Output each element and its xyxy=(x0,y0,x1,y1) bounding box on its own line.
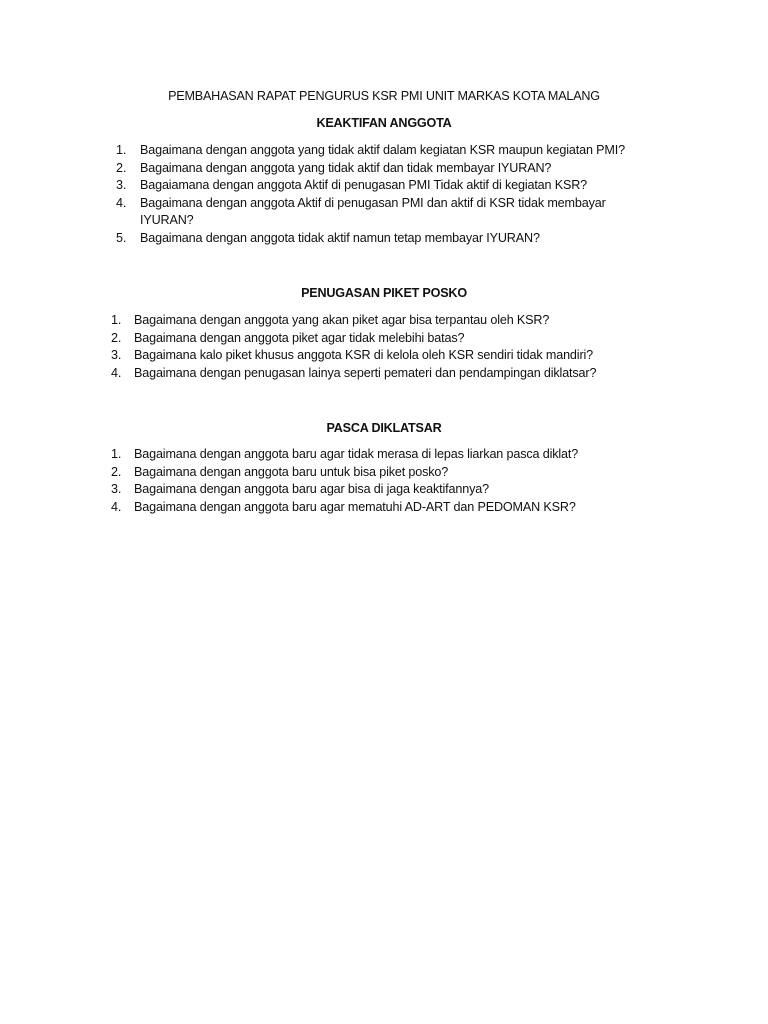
question-list-keaktifan-anggota xyxy=(116,142,656,248)
item-text: Bagaimana dengan anggota yang tidak aktif dan tidak membayar IYURAN? xyxy=(140,160,552,175)
item-number: 4. xyxy=(111,365,122,380)
item-number: 4. xyxy=(111,499,122,514)
item-number: 3. xyxy=(111,348,122,363)
list-item xyxy=(116,177,656,195)
list-item xyxy=(111,481,691,499)
section-heading-keaktifan-anggota: KEAKTIFAN ANGGOTA xyxy=(316,116,452,130)
item-number: 2. xyxy=(116,160,127,175)
item-number: 2. xyxy=(111,330,122,345)
list-item xyxy=(116,142,656,160)
item-number: 3. xyxy=(116,178,127,193)
list-item xyxy=(111,464,691,482)
item-number: 1. xyxy=(111,447,122,461)
section-heading-pasca-diklatsar: PASCA DIKLATSAR xyxy=(326,421,442,435)
list-item xyxy=(116,195,656,230)
list-item xyxy=(111,365,691,383)
item-text: Bagaimana dengan anggota Aktif di penugasan PMI dan aktif di KSR tidak membayar IYURAN? xyxy=(140,195,606,228)
item-text: Bagaimana dengan anggota baru untuk bisa piket posko? xyxy=(134,464,449,479)
list-item xyxy=(111,312,691,330)
list-item xyxy=(111,499,691,517)
list-item xyxy=(111,347,691,365)
item-text: Bagaimana dengan anggota tidak aktif namun tetap membayar IYURAN? xyxy=(140,230,540,245)
item-text: Bagaimana dengan anggota baru agar tidak merasa di lepas liarkan pasca diklat? xyxy=(134,447,579,461)
question-list-penugasan-piket-posko xyxy=(111,312,691,382)
item-number: 5. xyxy=(116,230,127,245)
list-item xyxy=(116,230,656,248)
item-text: Bagaimana dengan anggota piket agar tidak melebihi batas? xyxy=(134,330,465,345)
list-item xyxy=(116,160,656,178)
item-text: Bagaimana dengan anggota yang akan piket agar bisa terpantau oleh KSR? xyxy=(134,313,550,327)
item-number: 4. xyxy=(116,195,127,210)
question-list-pasca-diklatsar xyxy=(111,446,691,516)
item-text: Bagaimana kalo piket khusus anggota KSR di kelola oleh KSR sendiri tidak mandiri? xyxy=(134,348,593,363)
item-text: Bagaimana dengan anggota baru agar bisa di jaga keaktifannya? xyxy=(134,482,489,497)
page-title: PEMBAHASAN RAPAT PENGURUS KSR PMI UNIT MARKAS KOTA MALANG xyxy=(168,89,600,103)
item-text: Bagaiamana dengan anggota Aktif di penugasan PMI Tidak aktif di kegiatan KSR? xyxy=(140,178,588,193)
item-number: 3. xyxy=(111,482,122,497)
item-text: Bagaimana dengan penugasan lainya seperti pemateri dan pendampingan diklatsar? xyxy=(134,365,597,380)
list-item xyxy=(111,330,691,348)
item-number: 1. xyxy=(116,143,127,157)
item-number: 1. xyxy=(111,313,122,327)
list-item xyxy=(111,446,691,464)
item-text: Bagaimana dengan anggota baru agar mematuhi AD-ART dan PEDOMAN KSR? xyxy=(134,499,576,514)
item-number: 2. xyxy=(111,464,122,479)
item-text: Bagaimana dengan anggota yang tidak aktif dalam kegiatan KSR maupun kegiatan PMI? xyxy=(140,143,625,157)
section-heading-penugasan-piket-posko: PENUGASAN PIKET POSKO xyxy=(301,286,467,300)
